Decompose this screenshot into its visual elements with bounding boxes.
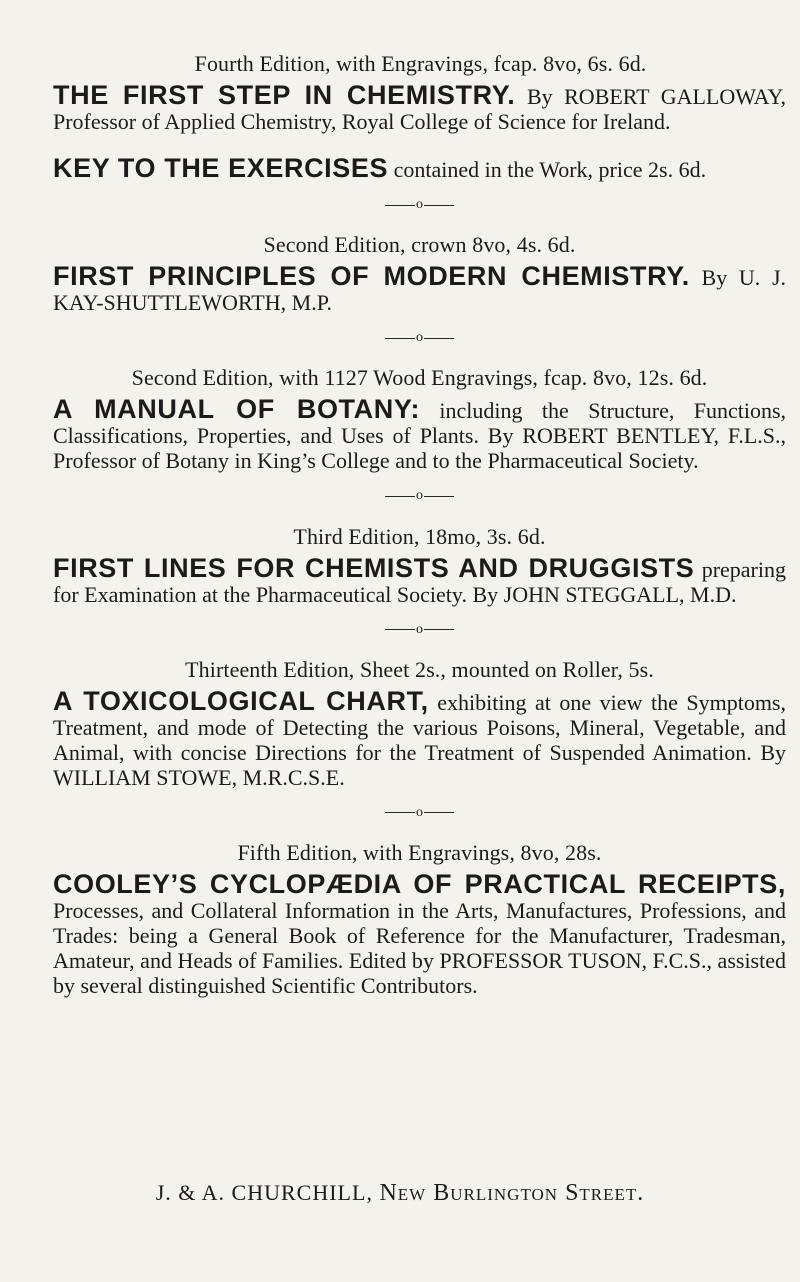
book-title: FIRST LINES FOR CHEMISTS AND DRUGGISTS <box>53 552 695 583</box>
key-title: KEY TO THE EXERCISES <box>53 153 389 183</box>
key-details: contained in the Work, price 2s. 6d. <box>388 157 707 182</box>
edition-line: Fifth Edition, with Engravings, 8vo, 28s. <box>237 840 602 866</box>
book-description <box>53 869 786 999</box>
separator: o <box>53 487 786 505</box>
book-entry-manual-of-botany <box>53 364 786 473</box>
separator: o <box>53 621 786 639</box>
separator: o <box>53 196 786 214</box>
edition-line: Thirteenth Edition, Sheet 2s., mounted on Roller, 5s. <box>185 656 654 682</box>
book-description <box>53 394 787 474</box>
book-description <box>53 685 786 790</box>
book-details: By ROBERT GALLOWAY, Professor of Applied Chemistry, Royal College of Science for Ireland. <box>53 84 786 134</box>
separator: o <box>53 804 786 822</box>
book-title: A MANUAL OF BOTANY: <box>53 394 421 425</box>
edition-line: Fourth Edition, with Engravings, fcap. 8vo, 6s. 6d. <box>194 51 647 76</box>
edition-line: Second Edition, with 1127 Wood Engravings, fcap. 8vo, 12s. 6d. <box>131 365 708 391</box>
book-entry-modern-chemistry <box>53 231 786 315</box>
book-details: Processes, and Collateral Information in the Arts, Manufactures, Professions, and Trades: being a General Book of Reference for the Manufacturer, Tradesman, Amateur, and Heads of Families. Edited by PROFESSOR TUSON, F.C.S., assisted by several distinguished Scientific Contributors. <box>53 898 786 999</box>
advertisement-page <box>53 50 786 998</box>
edition-line: Second Edition, crown 8vo, 4s. 6d. <box>263 232 576 258</box>
publisher-name: J. & A. CHURCHILL, <box>155 1180 373 1205</box>
book-details: including the Structure, Functions, Classifications, Properties, and Uses of Plants. By ROBERT BENTLEY, F.L.S., Professor of Botany in King’s College and to the Pharmaceutical Society. <box>53 398 787 474</box>
book-details: By U. J. KAY-SHUTTLEWORTH, M.P. <box>53 265 787 316</box>
book-title: THE FIRST STEP IN CHEMISTRY. <box>53 80 516 110</box>
book-entry-cooleys-cyclopaedia <box>53 839 786 998</box>
book-description <box>53 80 786 134</box>
book-description <box>53 552 786 607</box>
book-title: COOLEY’S CYCLOPÆDIA OF PRACTICAL RECEIPTS, <box>53 869 786 900</box>
book-entry-toxicological-chart <box>53 656 786 790</box>
key-description <box>53 153 786 183</box>
edition-line: Third Edition, 18mo, 3s. 6d. <box>293 523 546 549</box>
book-details: preparing for Examination at the Pharmaceutical Society. By JOHN STEGGALL, M.D. <box>53 556 786 607</box>
book-description <box>53 261 787 316</box>
book-title: FIRST PRINCIPLES OF MODERN CHEMISTRY. <box>53 261 690 292</box>
book-entry-first-step-chemistry <box>53 50 786 182</box>
book-entry-first-lines <box>53 523 786 607</box>
publisher-address: New Burlington Street. <box>379 1180 645 1206</box>
publisher-footer <box>0 1180 800 1207</box>
separator: o <box>53 329 786 347</box>
book-details: exhibiting at one view the Symptoms, Treatment, and mode of Detecting the various Poisons, Mineral, Vegetable, and Animal, with concise Directions for the Treatment of Suspended Animation. By WILLIAM STOWE, M.R.C.S.E. <box>53 689 786 790</box>
book-title: A TOXICOLOGICAL CHART, <box>53 685 429 716</box>
